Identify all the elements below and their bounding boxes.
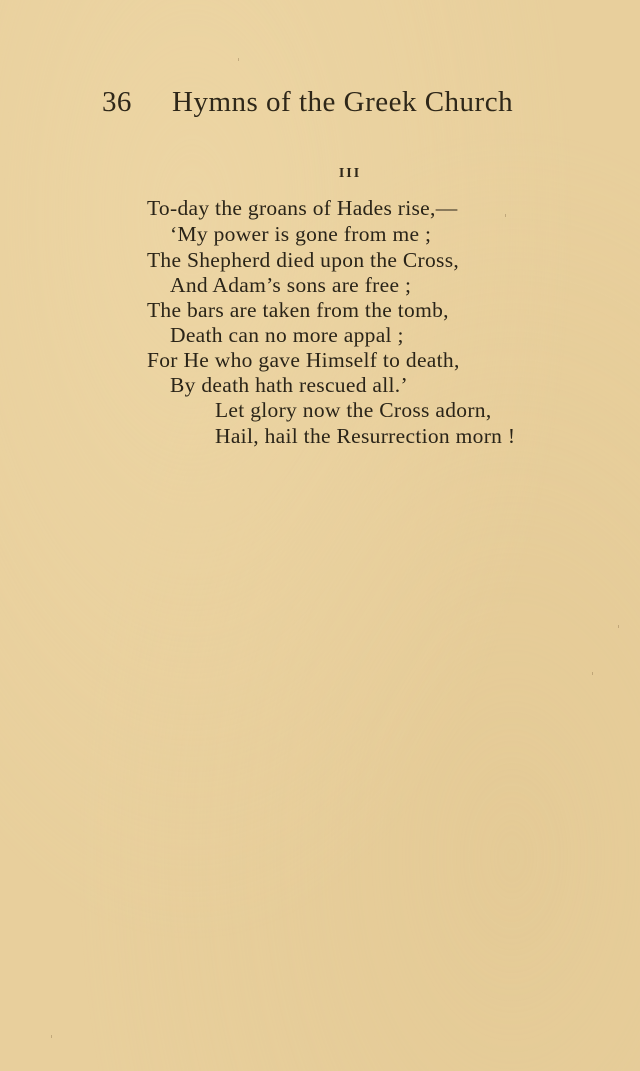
paper-speck	[592, 672, 593, 675]
running-head	[102, 86, 522, 126]
poem-line: By death hath rescued all.’	[170, 373, 408, 397]
paper-speck	[505, 214, 506, 217]
poem-line: ‘My power is gone from me ;	[170, 222, 432, 246]
paper-speck	[51, 1035, 52, 1038]
poem-line: Hail, hail the Resurrection morn !	[215, 424, 516, 448]
poem-line: The Shepherd died upon the Cross,	[147, 248, 460, 272]
paper-speck	[618, 625, 619, 628]
poem-line: And Adam’s sons are free ;	[170, 273, 412, 297]
poem-line: Let glory now the Cross adorn,	[215, 398, 492, 422]
poem-line: Death can no more appal ;	[170, 323, 404, 347]
poem-line: The bars are taken from the tomb,	[147, 298, 449, 322]
poem-line: For He who gave Himself to death,	[147, 348, 460, 372]
running-title: Hymns of the Greek Church	[172, 86, 514, 118]
page-number: 36	[102, 86, 132, 118]
paper-speck	[238, 58, 239, 61]
poem-line: To-day the groans of Hades rise,—	[147, 196, 458, 220]
section-numeral: III	[338, 166, 362, 181]
